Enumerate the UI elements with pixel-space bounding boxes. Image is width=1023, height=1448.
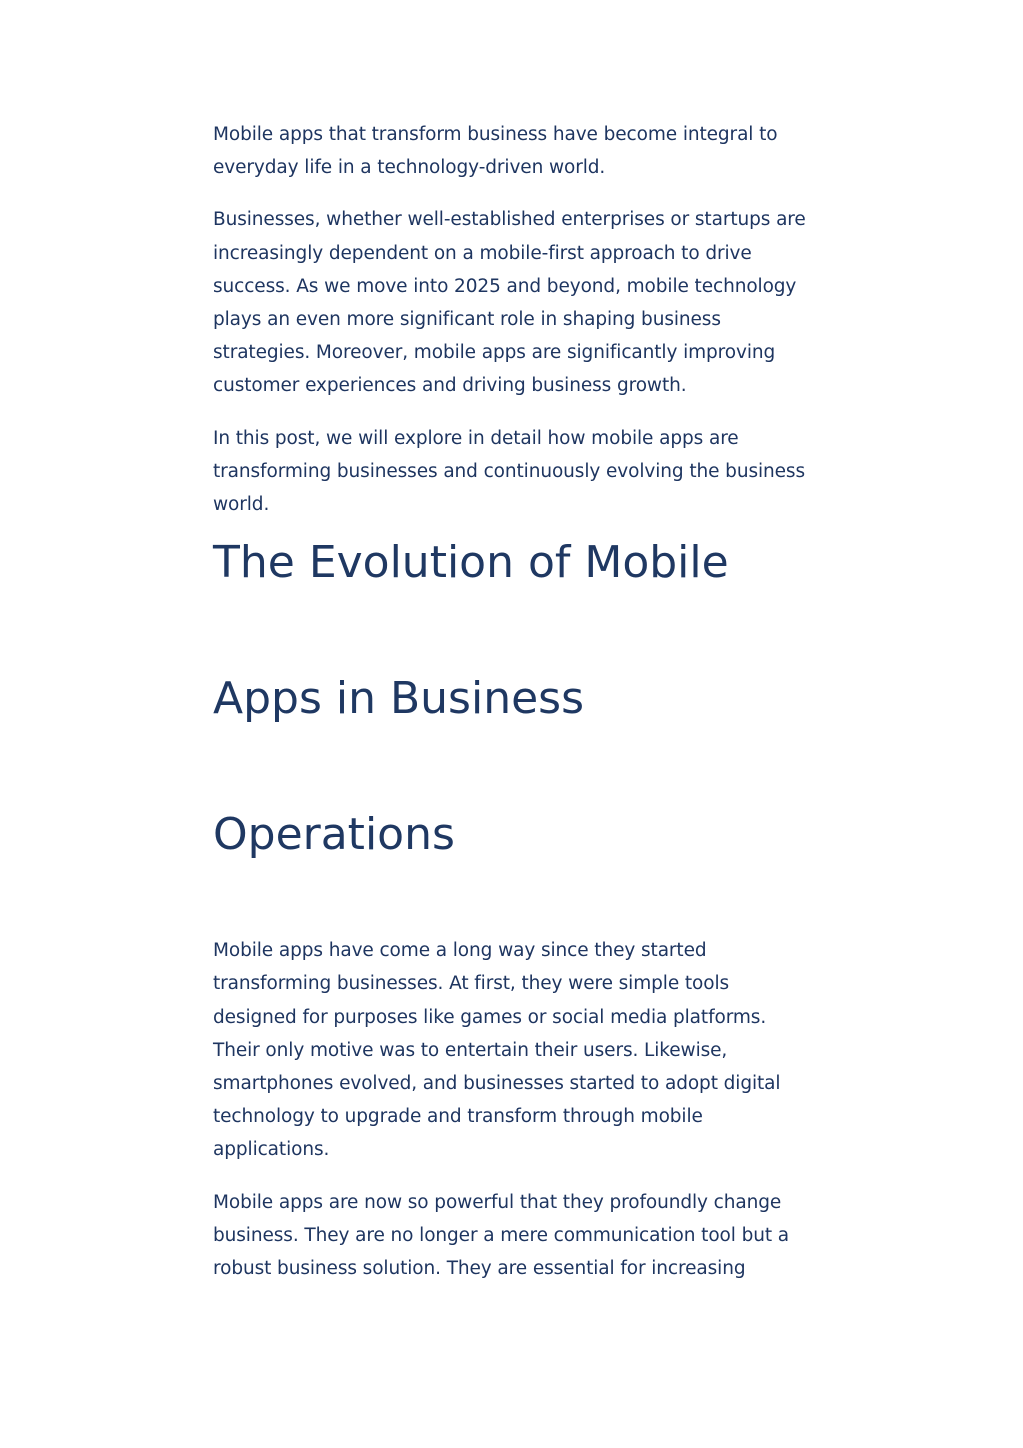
section-paragraph-1: Mobile apps have come a long way since they started transforming businesses. At first, they were simple tools designed for purposes like games or social media platforms. Their only motive was to entertain their users. Likewise, smartphones evolved, and businesses started to adopt digital technology to upgrade and transform through mobile applications. [213, 940, 781, 1161]
intro-paragraph-3: In this post, we will explore in detail how mobile apps are transforming businesses and continuously evolving the business world. [213, 427, 806, 516]
section-heading-line-1: The Evolution of Mobile [213, 537, 729, 589]
intro-paragraph-1: Mobile apps that transform business have become integral to everyday life in a technology-driven world. [213, 124, 778, 179]
article-body [213, 118, 813, 1304]
section-heading [213, 537, 813, 934]
section-heading-line-2: Apps in Business [213, 673, 584, 725]
section-heading-line-3: Operations [213, 809, 455, 861]
intro-paragraph-2: Businesses, whether well-established enterprises or startups are increasingly dependent on a mobile-first approach to drive success. As we move into 2025 and beyond, mobile technology plays an even more significant role in shaping business strategies. Moreover, mobile apps are significantly improving customer experiences and driving business growth. [213, 209, 806, 397]
section-paragraph-2: Mobile apps are now so powerful that they profoundly change business. They are no longer a mere communication tool but a robust business solution. They are essential for increasing [213, 1191, 790, 1280]
